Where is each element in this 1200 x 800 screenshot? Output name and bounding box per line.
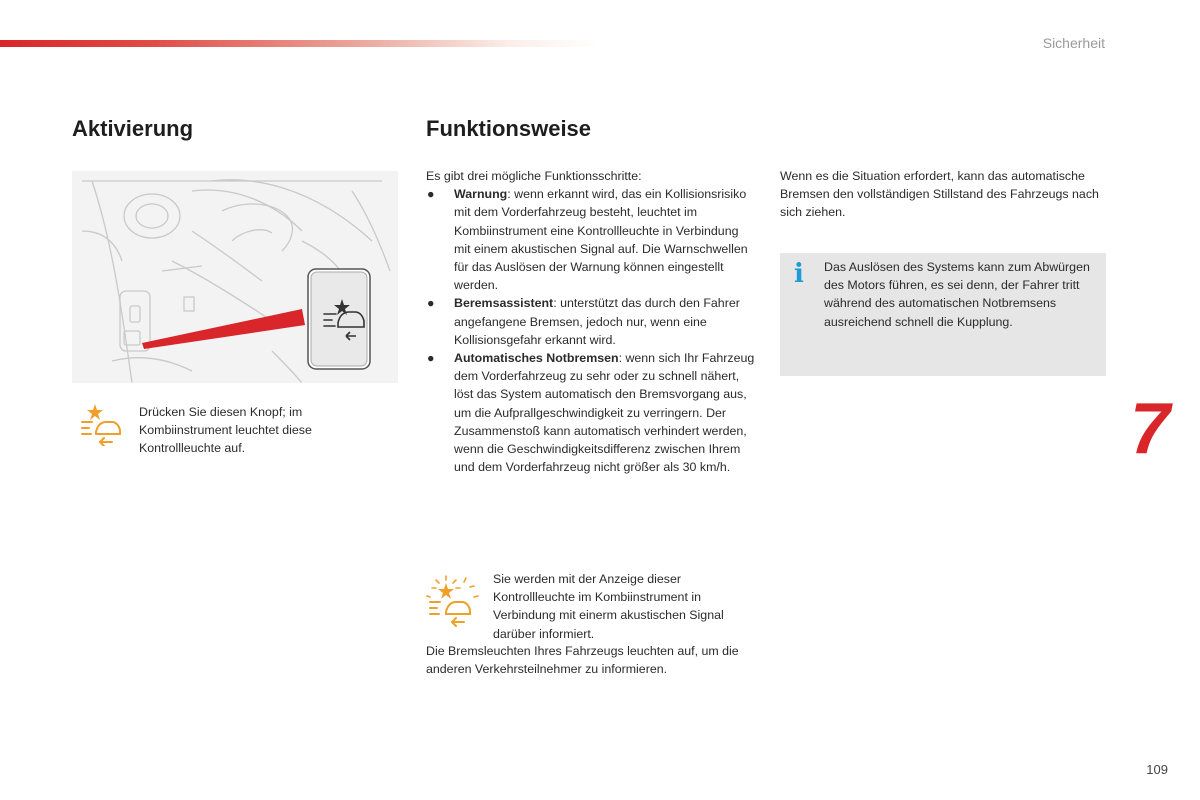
function-steps-list [426, 185, 756, 476]
bullet-text: : wenn erkannt wird, das ein Kollisionsrisiko mit dem Vorderfahrzeug besteht, leuchtet im Kombiinstrument eine Kontrollleuchte in Verbindung mit einem akustischen Signal auf. Die Warnschwellen für das Auslösen der Warnung können eingestellt werden. [454, 187, 748, 293]
page-number: 109 [1146, 762, 1168, 777]
bullet-text: : wenn sich Ihr Fahrzeug dem Vorderfahrzeug zu sehr oder zu schnell nähert, löst das System automatisch den Bremsvorgang aus, um die Aufprallgeschwindigkeit zu verringern. Der Zusammenstoß kann automatisch verhindert werden, wenn die Geschwindigkeitsdifferenz zwischen Ihrem und dem Vorderfahrzeug nicht größer als 30 km/h. [454, 351, 755, 475]
collision-warning-icon [78, 402, 126, 446]
info-icon: i [794, 259, 804, 289]
bullet-term: Beremsassistent [454, 296, 554, 311]
info-box [780, 253, 1106, 376]
collision-alert-flashing-icon [424, 574, 484, 630]
warning-note: Sie werden mit der Anzeige dieser Kontrollleuchte im Kombiinstrument in Verbindung mit einerm akustischen Signal darüber informiert. [493, 572, 724, 641]
standstill-paragraph: Wenn es die Situation erfordert, kann das automatische Bremsen den vollständigen Stillstand des Fahrzeugs nach sich ziehen. [780, 169, 1099, 220]
list-item [426, 349, 756, 476]
list-item [426, 185, 756, 294]
chapter-number: 7 [1130, 389, 1171, 469]
bullet-term: Automatisches Notbremsen [454, 351, 619, 366]
pointer-arrow [142, 309, 305, 349]
list-item [426, 294, 756, 349]
function-steps [426, 167, 756, 476]
dashboard-drawing [72, 171, 398, 383]
bullet-icon: ● [427, 296, 435, 311]
heading-funktionsweise: Funktionsweise [426, 116, 592, 141]
bullet-text: : unterstützt das durch den Fahrer angefangene Bremsen, jedoch nur, wenn eine Kollisionsgefahr erkannt wird. [454, 296, 740, 347]
dashboard-button-illustration [72, 171, 398, 383]
brake-lights-note: Die Bremsleuchten Ihres Fahrzeugs leuchten auf, um die anderen Verkehrsteilnehmer zu informieren. [426, 644, 739, 677]
info-text: Das Auslösen des Systems kann zum Abwürgen des Motors führen, es sei denn, der Fahrer tritt während des automatischen Notbremsens ausreichend schnell die Kupplung. [824, 260, 1090, 329]
header-color-bar [0, 40, 600, 47]
activation-caption: Drücken Sie diesen Knopf; im Kombiinstrument leuchtet diese Kontrollleuchte auf. [139, 405, 312, 456]
intro-text: Es gibt drei mögliche Funktionsschritte: [426, 169, 642, 183]
bullet-term: Warnung [454, 187, 508, 202]
bullet-icon: ● [427, 187, 435, 202]
heading-aktivierung: Aktivierung [72, 116, 194, 141]
bullet-icon: ● [427, 351, 435, 366]
section-label: Sicherheit [1042, 35, 1105, 51]
